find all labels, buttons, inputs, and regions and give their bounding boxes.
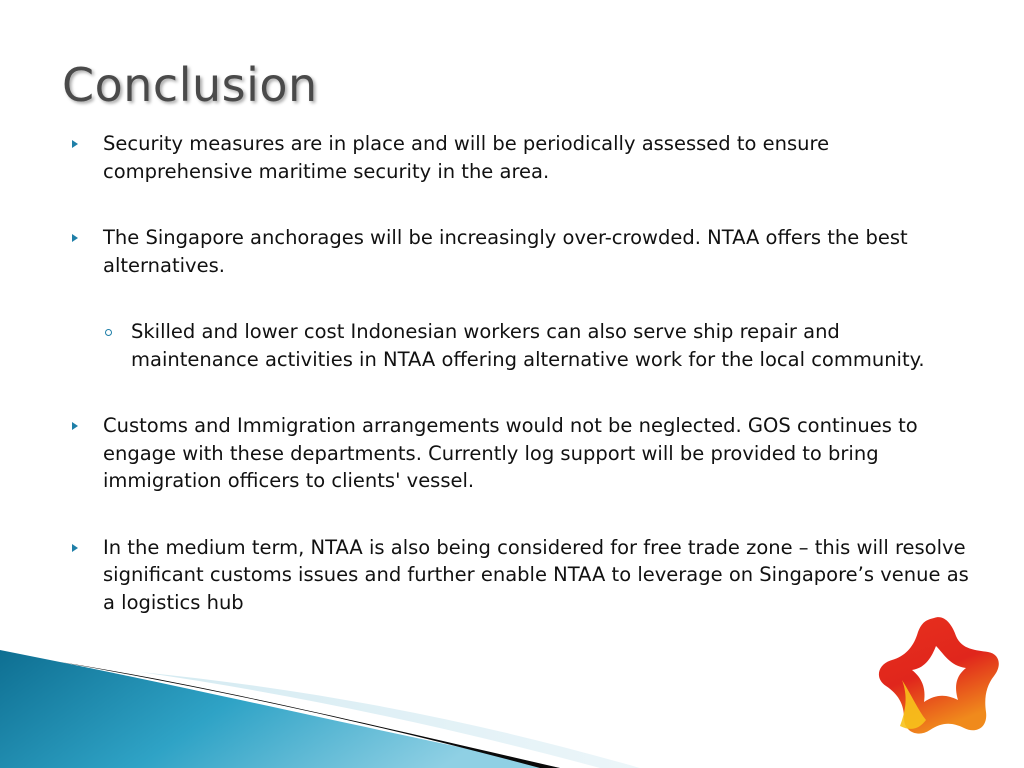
bullet-text: The Singapore anchorages will be increasingly over-crowded. NTAA offers the best alternatives. xyxy=(103,226,908,277)
bullet-text: Customs and Immigration arrangements would not be neglected. GOS continues to engage with these departments. Currently log support will be provided to bring immigration officers to clients' vessel. xyxy=(103,414,918,492)
red-star-ribbon-logo xyxy=(872,610,1004,746)
slide-title: Conclusion xyxy=(62,58,318,112)
bullet-text: In the medium term, NTAA is also being considered for free trade zone – this will resolve significant customs issues and further enable NTAA to leverage on Singapore’s venue as a logistics hub xyxy=(103,535,969,614)
bullet-text: Security measures are in place and will be periodically assessed to ensure comprehensive maritime security in the area. xyxy=(103,132,830,183)
sub-bullet-text: Skilled and lower cost Indonesian workers can also serve ship repair and maintenance activities in NTAA offering alternative work for the local community. xyxy=(131,320,925,371)
